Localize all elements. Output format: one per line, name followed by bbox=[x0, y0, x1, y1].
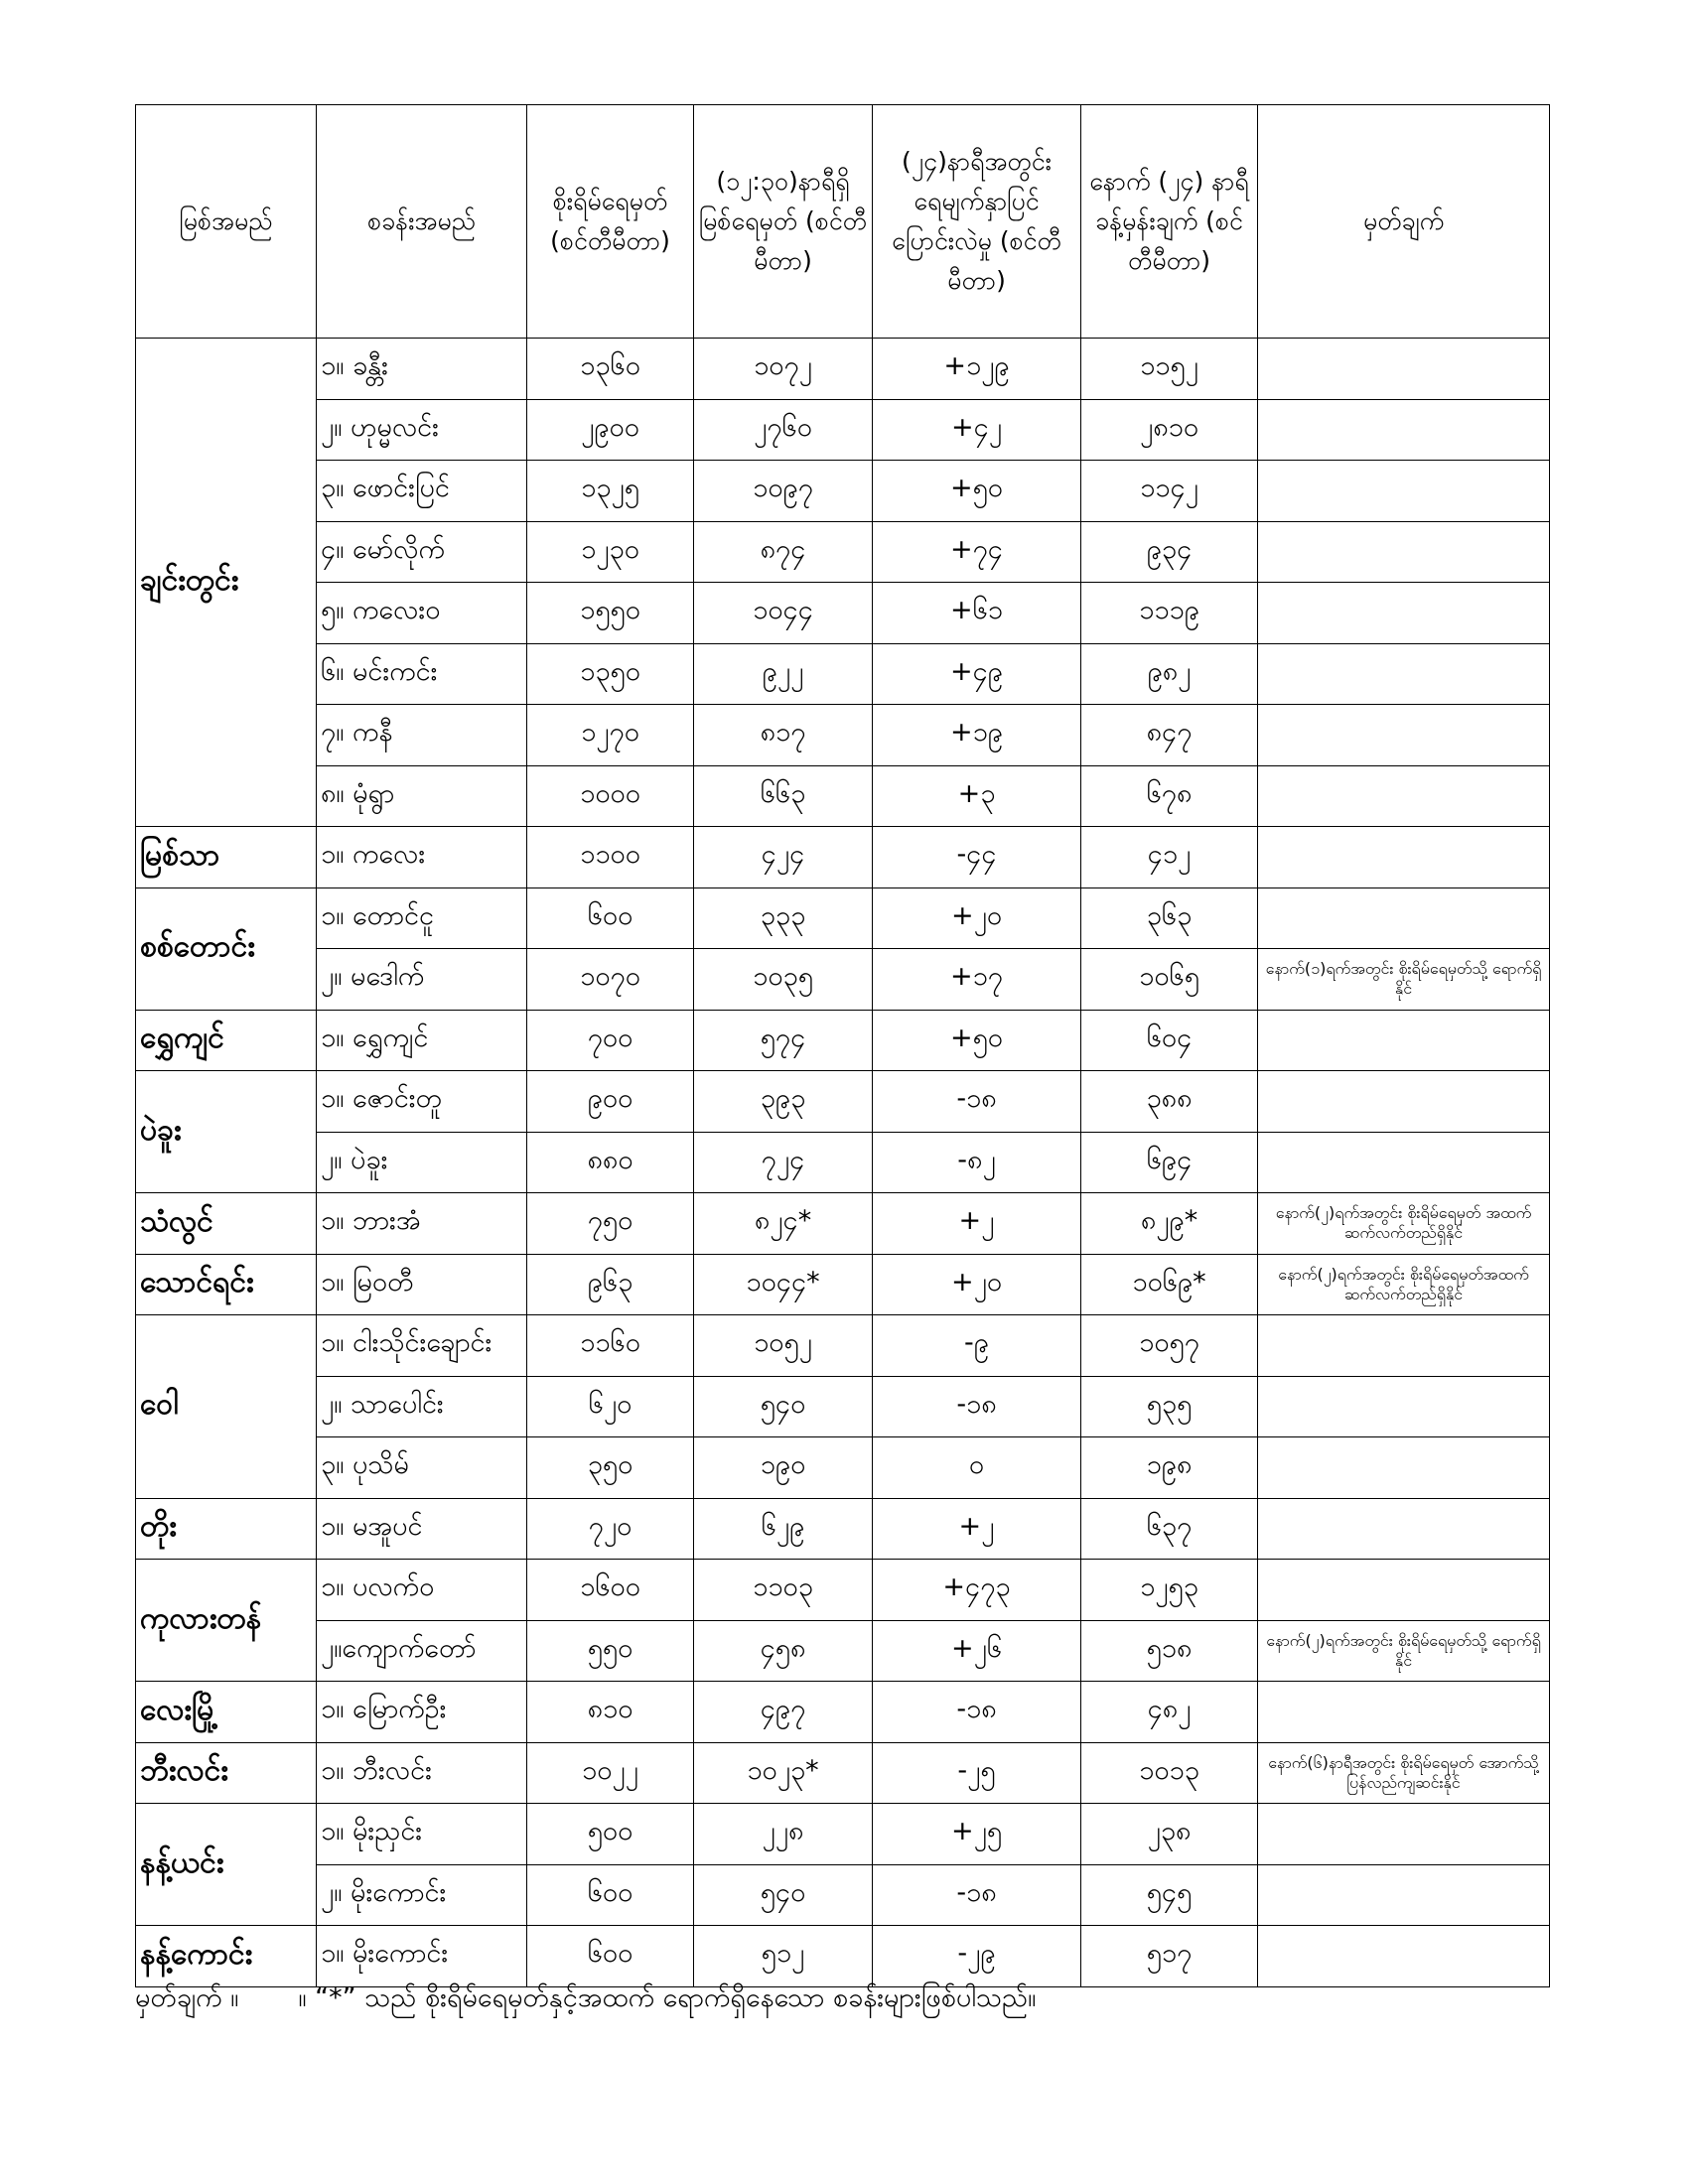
current-level-cell: ၈၇၄ bbox=[694, 521, 873, 583]
danger-level-cell: ၁၃၆၀ bbox=[527, 339, 694, 400]
station-cell: ၁။ ငါးသိုင်းချောင်း bbox=[317, 1315, 527, 1377]
footnote-label: မှတ်ချက် ။ bbox=[135, 1982, 239, 2013]
river-name-cell: သံလွင် bbox=[136, 1193, 317, 1255]
table-row bbox=[136, 1560, 1550, 1621]
change-cell: +၂၆ bbox=[873, 1620, 1081, 1682]
change-cell: +၅၀ bbox=[873, 1010, 1081, 1071]
remark-cell bbox=[1258, 765, 1550, 827]
current-level-cell: ၈၂၄* bbox=[694, 1193, 873, 1255]
forecast-cell: ၈၄၇ bbox=[1081, 705, 1258, 766]
table-row bbox=[136, 521, 1550, 583]
danger-level-cell: ၁၀၂၂ bbox=[527, 1742, 694, 1804]
table-row bbox=[136, 1376, 1550, 1437]
forecast-cell: ၁၁၁၉ bbox=[1081, 583, 1258, 644]
current-level-cell: ၁၁၀၃ bbox=[694, 1560, 873, 1621]
danger-level-cell: ၁၀၇၀ bbox=[527, 949, 694, 1011]
river-name-cell: သောင်ရင်း bbox=[136, 1254, 317, 1315]
table-row bbox=[136, 461, 1550, 522]
river-name-cell: မြစ်သာ bbox=[136, 827, 317, 888]
remark-cell bbox=[1258, 521, 1550, 583]
remark-cell bbox=[1258, 1010, 1550, 1071]
current-level-cell: ၅၁၂ bbox=[694, 1926, 873, 1987]
change-cell: -၂၅ bbox=[873, 1742, 1081, 1804]
station-cell: ၈။ မုံရွာ bbox=[317, 765, 527, 827]
station-cell: ၁။ ဇောင်းတူ bbox=[317, 1071, 527, 1133]
station-cell: ၂။ သာပေါင်း bbox=[317, 1376, 527, 1437]
remark-cell bbox=[1258, 461, 1550, 522]
river-name-cell: ပဲခူး bbox=[136, 1071, 317, 1193]
danger-level-cell: ၁၃၅၀ bbox=[527, 643, 694, 705]
station-cell: ၄။ မော်လိုက် bbox=[317, 521, 527, 583]
table-row bbox=[136, 1864, 1550, 1926]
forecast-cell: ၆၃၇ bbox=[1081, 1498, 1258, 1560]
station-cell: ၂။ ပဲခူး bbox=[317, 1132, 527, 1193]
current-level-cell: ၁၉၀ bbox=[694, 1437, 873, 1499]
table-row bbox=[136, 399, 1550, 461]
table-row bbox=[136, 1132, 1550, 1193]
header-row bbox=[136, 105, 1550, 339]
river-name-cell: နန့်ကောင်း bbox=[136, 1926, 317, 1987]
remark-cell bbox=[1258, 583, 1550, 644]
remark-cell: နောက်(၂)ရက်အတွင်း စိုးရိမ်ရေမှတ်သို့ ရောက်ရှိနိုင် bbox=[1258, 1620, 1550, 1682]
remark-cell bbox=[1258, 399, 1550, 461]
remark-cell bbox=[1258, 1315, 1550, 1377]
current-level-cell: ၅၇၄ bbox=[694, 1010, 873, 1071]
forecast-cell: ၈၂၉* bbox=[1081, 1193, 1258, 1255]
forecast-cell: ၃၆၃ bbox=[1081, 887, 1258, 949]
station-cell: ၁။ မအူပင် bbox=[317, 1498, 527, 1560]
danger-level-cell: ၅၅၀ bbox=[527, 1620, 694, 1682]
danger-level-cell: ၁၃၂၅ bbox=[527, 461, 694, 522]
table-row bbox=[136, 1071, 1550, 1133]
river-name-cell: ဘီးလင်း bbox=[136, 1742, 317, 1804]
change-cell: +၇၄ bbox=[873, 521, 1081, 583]
forecast-cell: ၅၁၈ bbox=[1081, 1620, 1258, 1682]
table-row bbox=[136, 1620, 1550, 1682]
danger-level-cell: ၁၂၇၀ bbox=[527, 705, 694, 766]
header-remark: မှတ်ချက် bbox=[1258, 105, 1550, 339]
current-level-cell: ၁၀၂၃* bbox=[694, 1742, 873, 1804]
table-row bbox=[136, 765, 1550, 827]
station-cell: ၇။ ကနီ bbox=[317, 705, 527, 766]
river-name-cell: ချင်းတွင်း bbox=[136, 339, 317, 827]
change-cell: +၄၉ bbox=[873, 643, 1081, 705]
current-level-cell: ၂၂၈ bbox=[694, 1804, 873, 1865]
change-cell: -၈၂ bbox=[873, 1132, 1081, 1193]
remark-cell bbox=[1258, 887, 1550, 949]
change-cell: -၁၈ bbox=[873, 1071, 1081, 1133]
forecast-cell: ၂၃၈ bbox=[1081, 1804, 1258, 1865]
remark-cell bbox=[1258, 1498, 1550, 1560]
table-row bbox=[136, 1193, 1550, 1255]
danger-level-cell: ၉၀၀ bbox=[527, 1071, 694, 1133]
forecast-cell: ၉၃၄ bbox=[1081, 521, 1258, 583]
station-cell: ၁။ ဘီးလင်း bbox=[317, 1742, 527, 1804]
table-row bbox=[136, 643, 1550, 705]
forecast-cell: ၁၀၆၉* bbox=[1081, 1254, 1258, 1315]
change-cell: -၁၈ bbox=[873, 1682, 1081, 1743]
change-cell: +၁၂၉ bbox=[873, 339, 1081, 400]
forecast-cell: ၂၈၁၀ bbox=[1081, 399, 1258, 461]
table-row bbox=[136, 1254, 1550, 1315]
river-name-cell: လေးမြို့ bbox=[136, 1682, 317, 1743]
danger-level-cell: ၆၀၀ bbox=[527, 887, 694, 949]
danger-level-cell: ၆၂၀ bbox=[527, 1376, 694, 1437]
forecast-cell: ၄၁၂ bbox=[1081, 827, 1258, 888]
water-level-table bbox=[135, 104, 1550, 1987]
forecast-cell: ၁၂၅၃ bbox=[1081, 1560, 1258, 1621]
current-level-cell: ၁၀၄၄* bbox=[694, 1254, 873, 1315]
current-level-cell: ၁၀၉၇ bbox=[694, 461, 873, 522]
table-row bbox=[136, 339, 1550, 400]
change-cell: ၀ bbox=[873, 1437, 1081, 1499]
table-row bbox=[136, 1315, 1550, 1377]
current-level-cell: ၄၅၈ bbox=[694, 1620, 873, 1682]
forecast-cell: ၅၄၅ bbox=[1081, 1864, 1258, 1926]
current-level-cell: ၅၄၀ bbox=[694, 1864, 873, 1926]
danger-level-cell: ၂၉၀၀ bbox=[527, 399, 694, 461]
station-cell: ၂။ မိုးကောင်း bbox=[317, 1864, 527, 1926]
river-name-cell: တိုး bbox=[136, 1498, 317, 1560]
table-row bbox=[136, 705, 1550, 766]
forecast-cell: ၆၀၄ bbox=[1081, 1010, 1258, 1071]
header-forecast: နောက် (၂၄) နာရီ ခန့်မှန်းချက် (စင်တီမီတာ) bbox=[1081, 105, 1258, 339]
current-level-cell: ၃၃၃ bbox=[694, 887, 873, 949]
forecast-cell: ၅၁၇ bbox=[1081, 1926, 1258, 1987]
remark-cell bbox=[1258, 1132, 1550, 1193]
river-name-cell: နန့်ယင်း bbox=[136, 1804, 317, 1926]
change-cell: +၂၀ bbox=[873, 887, 1081, 949]
change-cell: +၅၀ bbox=[873, 461, 1081, 522]
remark-cell bbox=[1258, 1437, 1550, 1499]
danger-level-cell: ၁၀၀၀ bbox=[527, 765, 694, 827]
station-cell: ၁။ တောင်ငူ bbox=[317, 887, 527, 949]
danger-level-cell: ၃၅၀ bbox=[527, 1437, 694, 1499]
table-row bbox=[136, 949, 1550, 1011]
remark-cell: နောက်(၂)ရက်အတွင်း စိုးရိမ်ရေမှတ် အထက် ဆက်လက်တည်ရှိနိုင် bbox=[1258, 1193, 1550, 1255]
station-cell: ၂။ မဒေါက် bbox=[317, 949, 527, 1011]
remark-cell: နောက်(၂)ရက်အတွင်း စိုးရိမ်ရေမှတ်အထက် ဆက်လက်တည်ရှိနိုင် bbox=[1258, 1254, 1550, 1315]
table-row bbox=[136, 1742, 1550, 1804]
station-cell: ၅။ ကလေးဝ bbox=[317, 583, 527, 644]
current-level-cell: ၃၉၃ bbox=[694, 1071, 873, 1133]
change-cell: +၂ bbox=[873, 1193, 1081, 1255]
change-cell: +၂၅ bbox=[873, 1804, 1081, 1865]
forecast-cell: ၉၈၂ bbox=[1081, 643, 1258, 705]
change-cell: -၁၈ bbox=[873, 1376, 1081, 1437]
header-danger-level: စိုးရိမ်ရေမှတ် (စင်တီမီတာ) bbox=[527, 105, 694, 339]
current-level-cell: ၄၂၄ bbox=[694, 827, 873, 888]
river-name-cell: ဝေါ bbox=[136, 1315, 317, 1499]
footnote bbox=[135, 1980, 1036, 2020]
forecast-cell: ၁၉၈ bbox=[1081, 1437, 1258, 1499]
header-current-level: (၁၂:၃၀)နာရီရှိ မြစ်ရေမှတ် (စင်တီမီတာ) bbox=[694, 105, 873, 339]
header-river: မြစ်အမည် bbox=[136, 105, 317, 339]
danger-level-cell: ၆၀၀ bbox=[527, 1926, 694, 1987]
station-cell: ၂။ကျောက်တော် bbox=[317, 1620, 527, 1682]
table-row bbox=[136, 887, 1550, 949]
station-cell: ၁။ မိုးညှင်း bbox=[317, 1804, 527, 1865]
change-cell: +၆၁ bbox=[873, 583, 1081, 644]
change-cell: +၂၀ bbox=[873, 1254, 1081, 1315]
change-cell: -၁၈ bbox=[873, 1864, 1081, 1926]
danger-level-cell: ၁၁၀၀ bbox=[527, 827, 694, 888]
remark-cell bbox=[1258, 1560, 1550, 1621]
remark-cell: နောက်(၆)နာရီအတွင်း စိုးရိမ်ရေမှတ် အောက်သို့ ပြန်လည်ကျဆင်းနိုင် bbox=[1258, 1742, 1550, 1804]
change-cell: +၄၂ bbox=[873, 399, 1081, 461]
current-level-cell: ၈၁၇ bbox=[694, 705, 873, 766]
current-level-cell: ၂၇၆၀ bbox=[694, 399, 873, 461]
current-level-cell: ၁၀၃၅ bbox=[694, 949, 873, 1011]
forecast-cell: ၃၈၈ bbox=[1081, 1071, 1258, 1133]
danger-level-cell: ၁၁၆၀ bbox=[527, 1315, 694, 1377]
forecast-cell: ၁၁၅၂ bbox=[1081, 339, 1258, 400]
remark-cell bbox=[1258, 339, 1550, 400]
station-cell: ၃။ ဖောင်းပြင် bbox=[317, 461, 527, 522]
station-cell: ၃။ ပုသိမ် bbox=[317, 1437, 527, 1499]
danger-level-cell: ၇၀၀ bbox=[527, 1010, 694, 1071]
remark-cell bbox=[1258, 705, 1550, 766]
danger-level-cell: ၁၂၃၀ bbox=[527, 521, 694, 583]
table-row bbox=[136, 827, 1550, 888]
change-cell: +၂ bbox=[873, 1498, 1081, 1560]
danger-level-cell: ၈၈၀ bbox=[527, 1132, 694, 1193]
change-cell: -၄၄ bbox=[873, 827, 1081, 888]
footnote-text: ။ “*” သည် စိုးရိမ်ရေမှတ်နှင့်အထက် ရောက်ရှိနေသော စခန်းများဖြစ်ပါသည်။ bbox=[298, 1982, 1037, 2013]
station-cell: ၂။ ဟုမ္မလင်း bbox=[317, 399, 527, 461]
table-row bbox=[136, 1926, 1550, 1987]
forecast-cell: ၁၀၁၃ bbox=[1081, 1742, 1258, 1804]
danger-level-cell: ၇၅၀ bbox=[527, 1193, 694, 1255]
table-row bbox=[136, 1437, 1550, 1499]
remark-cell bbox=[1258, 1682, 1550, 1743]
change-cell: +၁၉ bbox=[873, 705, 1081, 766]
header-station: စခန်းအမည် bbox=[317, 105, 527, 339]
remark-cell: နောက်(၁)ရက်အတွင်း စိုးရိမ်ရေမှတ်သို့ ရောက်ရှိနိုင် bbox=[1258, 949, 1550, 1011]
remark-cell bbox=[1258, 1071, 1550, 1133]
table-body bbox=[136, 339, 1550, 1987]
remark-cell bbox=[1258, 1864, 1550, 1926]
forecast-cell: ၁၀၆၅ bbox=[1081, 949, 1258, 1011]
current-level-cell: ၅၄၀ bbox=[694, 1376, 873, 1437]
danger-level-cell: ၉၆၃ bbox=[527, 1254, 694, 1315]
station-cell: ၁။ မြဝတီ bbox=[317, 1254, 527, 1315]
change-cell: +၁၇ bbox=[873, 949, 1081, 1011]
forecast-cell: ၄၈၂ bbox=[1081, 1682, 1258, 1743]
station-cell: ၆။ မင်းကင်း bbox=[317, 643, 527, 705]
station-cell: ၁။ ပလက်ဝ bbox=[317, 1560, 527, 1621]
forecast-cell: ၁၀၅၇ bbox=[1081, 1315, 1258, 1377]
current-level-cell: ၆၆၃ bbox=[694, 765, 873, 827]
forecast-cell: ၆၇၈ bbox=[1081, 765, 1258, 827]
current-level-cell: ၉၂၂ bbox=[694, 643, 873, 705]
current-level-cell: ၁၀၅၂ bbox=[694, 1315, 873, 1377]
danger-level-cell: ၁၆၀၀ bbox=[527, 1560, 694, 1621]
station-cell: ၁။ မိုးကောင်း bbox=[317, 1926, 527, 1987]
danger-level-cell: ၆၀၀ bbox=[527, 1864, 694, 1926]
remark-cell bbox=[1258, 1926, 1550, 1987]
change-cell: +၃ bbox=[873, 765, 1081, 827]
forecast-cell: ၅၃၅ bbox=[1081, 1376, 1258, 1437]
header-24h-change: (၂၄)နာရီအတွင်း ရေမျက်နှာပြင် ပြောင်းလဲမှု (စင်တီမီတာ) bbox=[873, 105, 1081, 339]
table-row bbox=[136, 1010, 1550, 1071]
change-cell: -၂၉ bbox=[873, 1926, 1081, 1987]
forecast-cell: ၆၉၄ bbox=[1081, 1132, 1258, 1193]
current-level-cell: ၄၉၇ bbox=[694, 1682, 873, 1743]
remark-cell bbox=[1258, 1804, 1550, 1865]
current-level-cell: ၆၂၉ bbox=[694, 1498, 873, 1560]
change-cell: -၉ bbox=[873, 1315, 1081, 1377]
station-cell: ၁။ ခန္တီး bbox=[317, 339, 527, 400]
current-level-cell: ၇၂၄ bbox=[694, 1132, 873, 1193]
change-cell: +၄၇၃ bbox=[873, 1560, 1081, 1621]
current-level-cell: ၁၀၇၂ bbox=[694, 339, 873, 400]
remark-cell bbox=[1258, 1376, 1550, 1437]
station-cell: ၁။ ကလေး bbox=[317, 827, 527, 888]
remark-cell bbox=[1258, 827, 1550, 888]
table-header bbox=[136, 105, 1550, 339]
river-name-cell: ကုလားတန် bbox=[136, 1560, 317, 1682]
station-cell: ၁။ ရွှေကျင် bbox=[317, 1010, 527, 1071]
danger-level-cell: ၇၂၀ bbox=[527, 1498, 694, 1560]
station-cell: ၁။ ဘားအံ bbox=[317, 1193, 527, 1255]
river-name-cell: ရွှေကျင် bbox=[136, 1010, 317, 1071]
current-level-cell: ၁၀၄၄ bbox=[694, 583, 873, 644]
danger-level-cell: ၁၅၅၀ bbox=[527, 583, 694, 644]
table-row bbox=[136, 1682, 1550, 1743]
danger-level-cell: ၈၁၀ bbox=[527, 1682, 694, 1743]
danger-level-cell: ၅၀၀ bbox=[527, 1804, 694, 1865]
table-row bbox=[136, 1498, 1550, 1560]
table-row bbox=[136, 1804, 1550, 1865]
forecast-cell: ၁၁၄၂ bbox=[1081, 461, 1258, 522]
table-row bbox=[136, 583, 1550, 644]
station-cell: ၁။ မြောက်ဦး bbox=[317, 1682, 527, 1743]
remark-cell bbox=[1258, 643, 1550, 705]
river-name-cell: စစ်တောင်း bbox=[136, 887, 317, 1010]
